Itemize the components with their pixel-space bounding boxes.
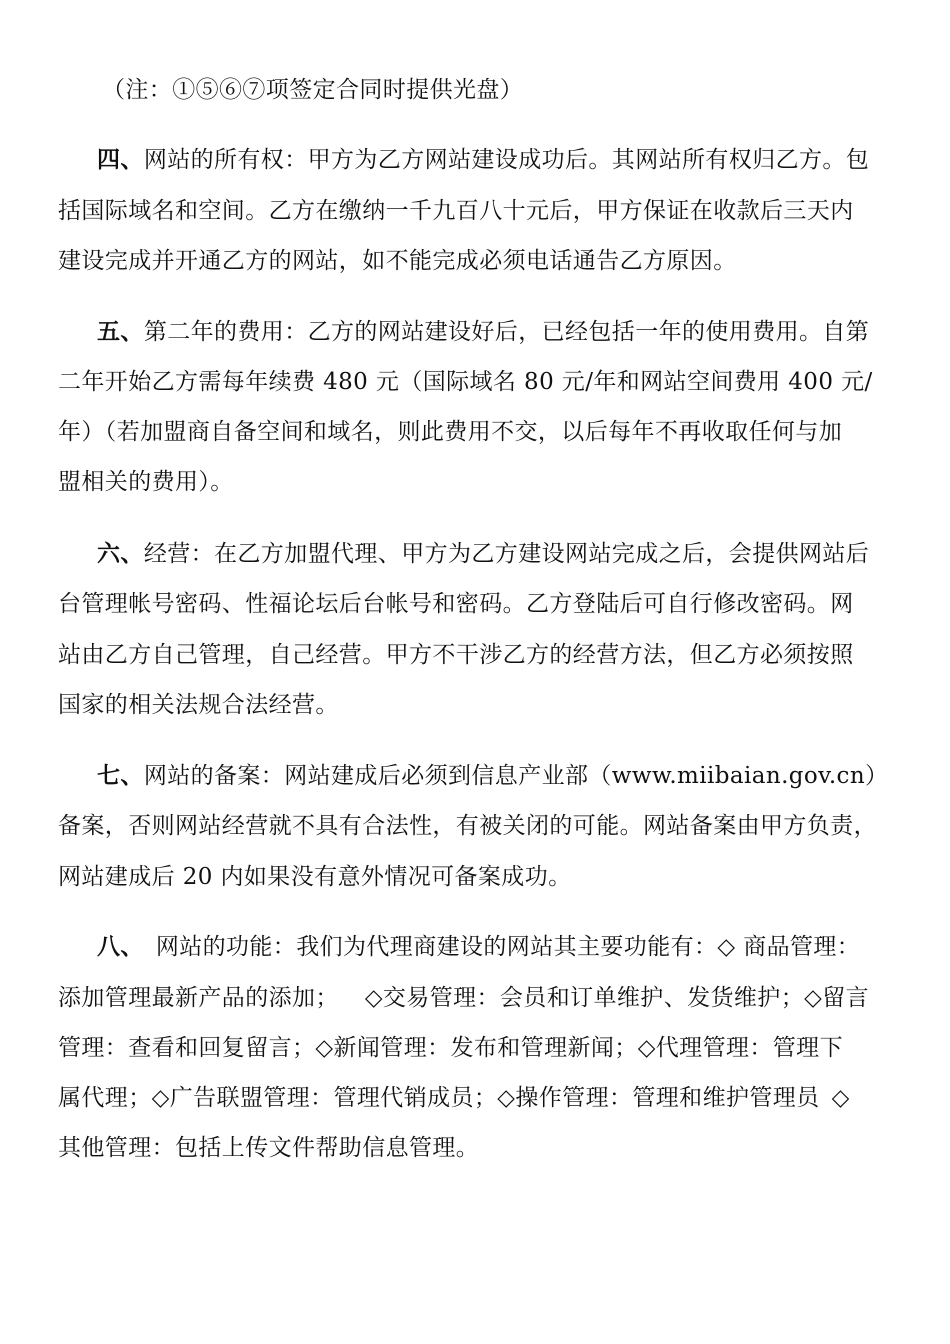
section-7-text-3: 网站建成后 20 内如果没有意外情况可备案成功。 [58,864,572,890]
section-5-line-1 [97,317,897,347]
section-6-text-1: 经营：在乙方加盟代理、甲方为乙方建设网站完成之后，会提供网站后 [143,541,870,567]
section-8-text-3: 管理：查看和回复留言；◇新闻管理：发布和管理新闻；◇代理管理：管理下 [58,1035,843,1061]
section-8-text-2a: 添加管理最新产品的添加； [58,985,339,1011]
section-8-line-1 [97,932,897,962]
section-8-line-2 [58,983,898,1013]
section-5-text-2: 二年开始乙方需每年续费 480 元（国际域名 80 元/年和网站空间费用 400 元/ [58,369,873,395]
section-6-line-1 [97,539,897,569]
section-6-line-3 [58,640,898,670]
section-6-line-4 [58,690,898,720]
section-5-text-4: 盟相关的费用）。 [58,469,234,495]
section-4-number: 四、 [97,146,144,173]
section-4-line-3 [58,246,898,276]
section-5-text-3: 年）（若加盟商自备空间和域名，则此费用不交，以后每年不再收取任何与加 [58,419,843,445]
section-8-text-2b: ◇交易管理：会员和订单维护、发货维护；◇留言 [364,985,869,1011]
section-7-line-2 [58,811,898,841]
section-8-line-5 [58,1133,898,1163]
section-4-line-1 [97,145,897,175]
section-7-line-1 [97,761,897,791]
section-6-text-2: 台管理帐号密码、性福论坛后台帐号和密码。乙方登陆后可自行修改密码。网 [58,591,854,617]
section-6-line-2 [58,589,898,619]
section-7-text-2: 备案，否则网站经营就不具有合法性，有被关闭的可能。网站备案由甲方负责， [58,813,877,839]
section-4-text-1: 网站的所有权：甲方为乙方网站建设成功后。其网站所有权归乙方。包 [143,147,870,173]
section-8-line-4 [58,1083,898,1113]
section-6-text-3: 站由乙方自己管理，自己经营。甲方不干涉乙方的经营方法，但乙方必须按照 [58,642,854,668]
section-7-line-3 [58,862,898,892]
section-5-number: 五、 [97,318,144,345]
section-5-line-2 [58,367,898,397]
section-5-line-4 [58,467,898,497]
section-5-line-3 [58,417,898,447]
section-8-number: 八、 [97,933,144,960]
section-6-text-4: 国家的相关法规合法经营。 [58,692,339,718]
note-line [102,75,862,105]
section-8-text-1: 网站的功能：我们为代理商建设的网站其主要功能有：◇ 商品管理： [155,934,861,960]
section-6-number: 六、 [97,540,144,567]
section-4-line-2 [58,196,898,226]
section-5-text-1: 第二年的费用：乙方的网站建设好后，已经包括一年的使用费用。自第 [143,319,870,345]
section-8-line-3 [58,1033,898,1063]
section-8-text-5: 其他管理：包括上传文件帮助信息管理。 [58,1135,480,1161]
section-7-number: 七、 [97,762,144,789]
section-4-text-2: 括国际域名和空间。乙方在缴纳一千九百八十元后，甲方保证在收款后三天内 [58,198,854,224]
section-8-text-4a: 属代理；◇广告联盟管理：管理代销成员；◇操作管理：管理和维护管理员 [58,1085,820,1111]
section-4-text-3: 建设完成并开通乙方的网站，如不能完成必须电话通告乙方原因。 [58,248,737,274]
section-7-text-1: 网站的备案：网站建成后必须到信息产业部（www.miibaian.gov.cn） [143,763,889,789]
section-8-text-4b: ◇ [831,1085,850,1111]
note-text: （注：①⑤⑥⑦项签定合同时提供光盘） [102,77,524,103]
